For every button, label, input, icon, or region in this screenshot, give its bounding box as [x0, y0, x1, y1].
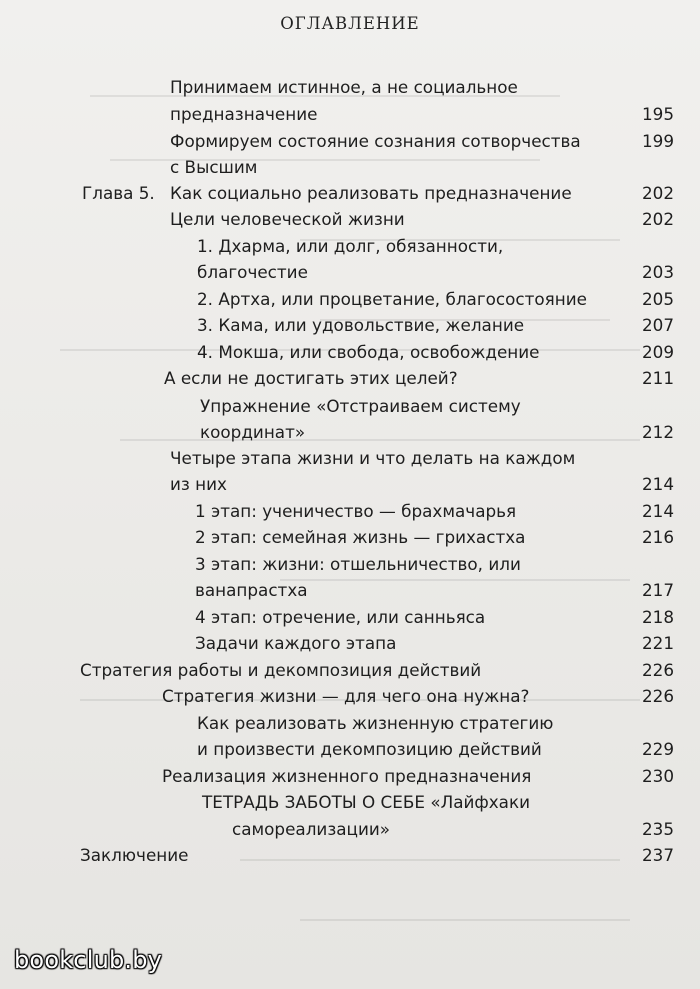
toc-entry-line: Стратегия работы и декомпозиция действий	[80, 660, 482, 680]
toc-entry-line: координат»	[200, 422, 306, 442]
toc-page-number: 218	[641, 607, 674, 627]
toc-entry-line: 3. Кама, или удовольствие, желание	[197, 315, 525, 335]
toc-entry-line: ванапрастха	[195, 580, 308, 600]
toc-page-number: 211	[641, 368, 674, 388]
toc-page-number: 212	[641, 422, 674, 442]
toc-entry-line: Как реализовать жизненную стратегию	[197, 713, 554, 733]
toc-entry-line: Как социально реализовать предназначение	[170, 183, 572, 203]
toc-entry-line: предназначение	[170, 104, 318, 124]
toc-entry-line: ТЕТРАДЬ ЗАБОТЫ О СЕБЕ «Лайфхаки	[202, 792, 531, 812]
toc-entry-line: 2 этап: семейная жизнь — грихастха	[195, 527, 526, 547]
toc-page-number: 214	[641, 501, 674, 521]
toc-page-number: 229	[641, 739, 674, 759]
toc-entry-line: А если не достигать этих целей?	[164, 368, 458, 388]
toc-page-number: 195	[641, 104, 674, 124]
toc-entry-line: 1. Дхарма, или долг, обязанности,	[197, 236, 504, 256]
chapter-label: Глава 5.	[82, 183, 155, 203]
toc-page-number: 202	[641, 209, 674, 229]
toc-entry-line: благочестие	[197, 262, 308, 282]
toc-page-number: 237	[641, 845, 674, 865]
toc-page-number: 202	[641, 183, 674, 203]
toc-entry-line: 4 этап: отречение, или санньяса	[195, 607, 486, 627]
toc-entry-line: из них	[170, 474, 227, 494]
toc-page-number: 221	[641, 633, 674, 653]
toc-entry-line: Упражнение «Отстраиваем систему	[200, 396, 521, 416]
toc-entry-line: Задачи каждого этапа	[195, 633, 397, 653]
toc-page-number: 217	[641, 580, 674, 600]
toc-page-number: 209	[641, 342, 674, 362]
toc-page-number: 235	[641, 819, 674, 839]
toc-page-number: 226	[641, 686, 674, 706]
toc-entry-line: Принимаем истинное, а не социальное	[170, 77, 518, 97]
toc-page-number: 207	[641, 315, 674, 335]
toc-page-number: 199	[641, 131, 674, 151]
toc-entry-line: 2. Артха, или процветание, благосостояние	[197, 289, 587, 309]
toc-entry-line: с Высшим	[170, 157, 258, 177]
toc-entry-line: самореализации»	[232, 819, 391, 839]
toc-entry-line: 4. Мокша, или свобода, освобождение	[197, 342, 540, 362]
toc-entry-line: Стратегия жизни — для чего она нужна?	[162, 686, 530, 706]
toc-page-number: 214	[641, 474, 674, 494]
toc-entry-line: Реализация жизненного предназначения	[162, 766, 532, 786]
toc-page-number: 203	[641, 262, 674, 282]
toc-entry-line: и произвести декомпозицию действий	[197, 739, 542, 759]
page-title: ОГЛАВЛЕНИЕ	[280, 14, 420, 33]
watermark-text: bookclub.by	[14, 946, 163, 974]
toc-entry-line: Формируем состояние сознания сотворчества	[170, 131, 581, 151]
toc-entry-line: Цели человеческой жизни	[170, 209, 405, 229]
toc-entry-line: 1 этап: ученичество — брахмачарья	[195, 501, 517, 521]
toc-page-number: 205	[641, 289, 674, 309]
toc-entry-line: 3 этап: жизни: отшельничество, или	[195, 554, 521, 574]
toc-entry-line: Заключение	[80, 845, 189, 865]
toc-page-number: 216	[641, 527, 674, 547]
toc-page-number: 230	[641, 766, 674, 786]
toc-entry-line: Четыре этапа жизни и что делать на каждом	[170, 448, 576, 468]
toc-page-number: 226	[641, 660, 674, 680]
